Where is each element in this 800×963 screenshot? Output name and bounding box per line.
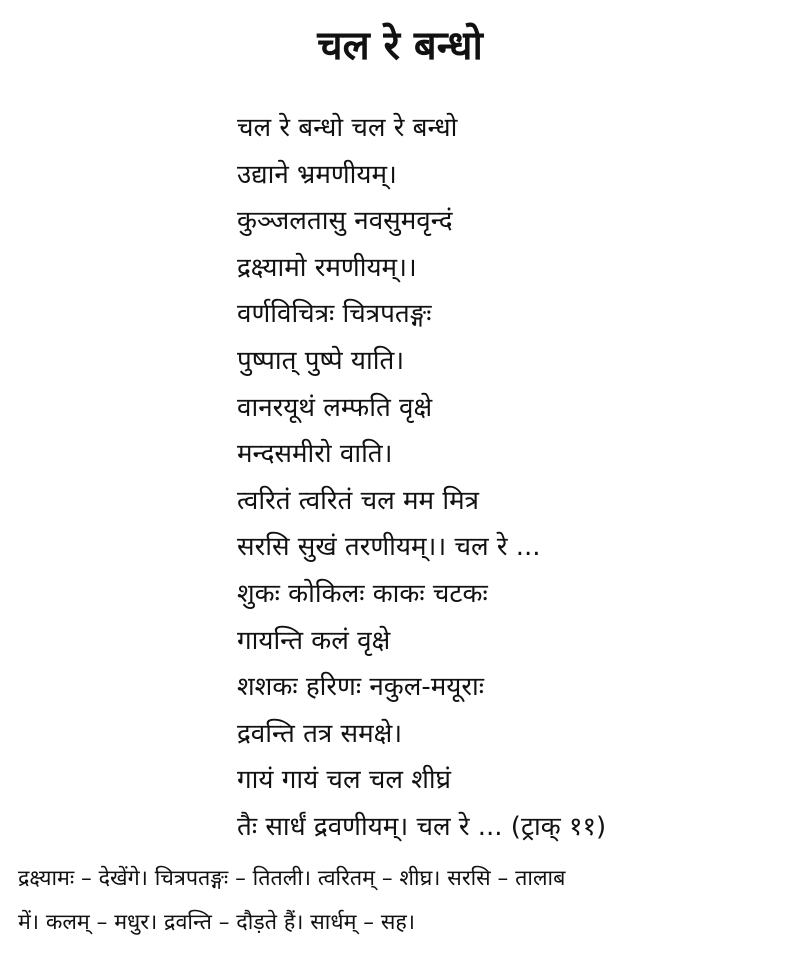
poem-line: मन्दसमीरो वाति। (237, 439, 393, 470)
poem-line: द्रवन्ति तत्र समक्षे। (237, 718, 403, 749)
poem-line: वर्णविचित्रः चित्रपतङ्गः (237, 299, 432, 330)
poem-line: गायं गायं चल चल शीघ्रं (237, 765, 452, 796)
glossary-line: द्रक्ष्यामः – देखेंगे। चित्रपतङ्गः – तितली। त्वरितम् – शीघ्र। सरसि – तालाब (18, 866, 566, 891)
poem-line: शशकः हरिणः नकुल-मयूराः (237, 672, 484, 703)
poem-line: तैः सार्धं द्रवणीयम्। चल रे ... (ट्राक् ११) (237, 811, 607, 842)
poem-line: शुकः कोकिलः काकः चटकः (237, 578, 488, 609)
poem-line: त्वरितं त्वरितं चल मम मित्र (237, 485, 479, 516)
poem-line: वानरयूथं लम्फति वृक्षे (237, 392, 433, 423)
poem-verses (237, 105, 787, 851)
poem-line: कुञ्जलतासु नवसुमवृन्दं (237, 206, 453, 237)
poem-line: चल रे बन्धो चल रे बन्धो (237, 113, 458, 143)
page-title: चल रे बन्धो (317, 23, 483, 69)
glossary (18, 857, 788, 945)
poem-line: पुष्पात् पुष्पे याति। (237, 345, 405, 376)
poem-line: सरसि सुखं तरणीयम्।। चल रे ... (237, 532, 541, 563)
poem-line: गायन्ति कलं वृक्षे (237, 625, 391, 656)
poem-line: उद्याने भ्रमणीयम्। (237, 159, 397, 190)
glossary-line: में। कलम् – मधुर। द्रवन्ति – दौड़ते हैं। सार्धम् – सह। (18, 910, 415, 935)
poem-line: द्रक्ष्यामो रमणीयम्।। (237, 252, 417, 283)
